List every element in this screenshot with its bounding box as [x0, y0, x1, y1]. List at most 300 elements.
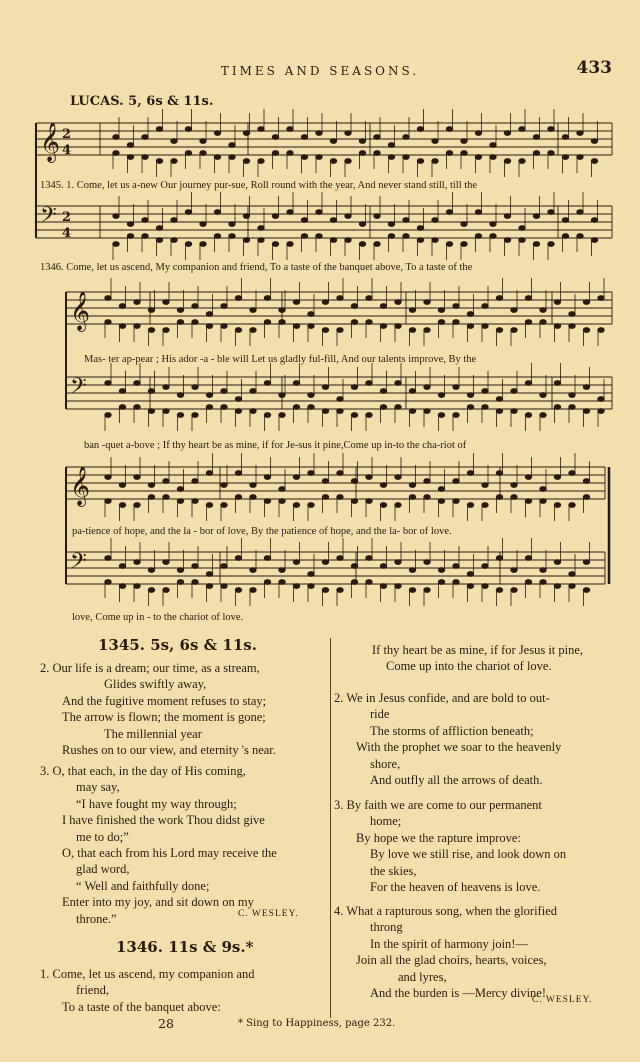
note-head: [511, 308, 517, 313]
note-head: [577, 234, 583, 239]
note-head: [119, 483, 125, 488]
note-head: [279, 308, 285, 313]
note-head: [577, 155, 583, 160]
note-head: [192, 320, 198, 325]
note-head: [163, 588, 169, 593]
note-head: [424, 495, 430, 500]
note-head: [467, 405, 473, 410]
note-head: [366, 413, 372, 418]
note-head: [221, 564, 227, 569]
note-head: [583, 409, 589, 414]
note-head: [330, 218, 336, 223]
note-head: [409, 568, 415, 573]
note-head: [250, 389, 256, 394]
note-head: [214, 234, 220, 239]
note-head: [192, 479, 198, 484]
note-head: [388, 234, 394, 239]
treble-clef-icon: 𝄞: [70, 466, 91, 506]
tune-name: LUCAS. 5, 6s & 11s.: [70, 94, 214, 109]
note-head: [351, 499, 357, 504]
note-head: [134, 381, 140, 386]
note-head: [272, 135, 278, 140]
note-head: [316, 210, 322, 215]
note-head: [569, 312, 575, 317]
note-head: [308, 584, 314, 589]
note-head: [337, 296, 343, 301]
note-head: [453, 499, 459, 504]
note-head: [380, 503, 386, 508]
note-head: [177, 580, 183, 585]
note-head: [264, 320, 270, 325]
hymn-1345-heading: 1345. 5s, 6s & 11s.: [98, 636, 257, 654]
note-head: [250, 568, 256, 573]
note-head: [250, 588, 256, 593]
note-head: [395, 381, 401, 386]
note-head: [519, 159, 525, 164]
note-head: [380, 304, 386, 309]
note-head: [351, 413, 357, 418]
note-head: [569, 572, 575, 577]
note-head: [395, 584, 401, 589]
note-head: [345, 131, 351, 136]
note-head: [467, 584, 473, 589]
note-head: [409, 409, 415, 414]
note-head: [533, 151, 539, 156]
note-head: [562, 155, 568, 160]
note-head: [105, 499, 111, 504]
note-head: [113, 242, 119, 247]
note-head: [243, 214, 249, 219]
note-head: [272, 151, 278, 156]
treble-clef-icon: 𝄞: [40, 122, 61, 162]
note-head: [200, 151, 206, 156]
note-head: [395, 405, 401, 410]
note-head: [380, 405, 386, 410]
note-head: [293, 324, 299, 329]
note-head: [258, 226, 264, 231]
note-head: [504, 238, 510, 243]
note-head: [482, 503, 488, 508]
note-head: [446, 127, 452, 132]
note-head: [409, 328, 415, 333]
hymn-1345-author: C. WESLEY.: [238, 909, 299, 919]
note-head: [308, 312, 314, 317]
lyric-line-s3-upper: pa-tience of hope, and the la - bor of love, By the patience of hope, and the la- bor of love.: [72, 526, 452, 537]
note-head: [562, 135, 568, 140]
note-head: [156, 226, 162, 231]
note-head: [105, 320, 111, 325]
note-head: [163, 385, 169, 390]
note-head: [330, 139, 336, 144]
note-head: [221, 304, 227, 309]
hymn-1346-author: C. WESLEY.: [532, 995, 593, 1005]
time-signature-bottom: 4: [62, 143, 72, 158]
note-head: [504, 159, 510, 164]
note-head: [221, 405, 227, 410]
hymn-1346-heading: 1346. 11s & 9s.*: [116, 938, 254, 956]
note-head: [105, 413, 111, 418]
time-signature-top: 2: [62, 210, 72, 225]
note-head: [490, 155, 496, 160]
note-head: [569, 471, 575, 476]
note-head: [127, 155, 133, 160]
note-head: [388, 143, 394, 148]
note-head: [409, 389, 415, 394]
note-head: [432, 139, 438, 144]
hymn-1346-stanza-3: 3. By faith we are come to our permanent home; By hope we the rapture improve: By love we still rise, and look down on the skies, For the heaven of heavens is love.: [334, 798, 567, 895]
note-head: [591, 159, 597, 164]
note-head: [374, 214, 380, 219]
lyric-line-s2-lower: ban -quet a-bove ; If thy heart be as mine, if for Je-sus it pine,Come up in-to the cha-riot of: [84, 440, 467, 451]
note-head: [591, 238, 597, 243]
note-head: [554, 381, 560, 386]
note-head: [142, 155, 148, 160]
note-head: [119, 564, 125, 569]
note-head: [250, 409, 256, 414]
note-head: [569, 503, 575, 508]
note-head: [548, 151, 554, 156]
note-head: [322, 495, 328, 500]
note-head: [359, 139, 365, 144]
note-head: [562, 218, 568, 223]
note-head: [525, 580, 531, 585]
note-head: [337, 409, 343, 414]
note-head: [200, 139, 206, 144]
note-head: [366, 475, 372, 480]
note-head: [293, 405, 299, 410]
note-head: [235, 588, 241, 593]
note-head: [134, 300, 140, 305]
note-head: [105, 580, 111, 585]
note-head: [403, 234, 409, 239]
note-head: [351, 479, 357, 484]
note-head: [301, 135, 307, 140]
note-head: [206, 584, 212, 589]
note-head: [424, 588, 430, 593]
note-head: [438, 499, 444, 504]
note-head: [417, 159, 423, 164]
note-head: [229, 143, 235, 148]
note-head: [192, 304, 198, 309]
note-head: [554, 300, 560, 305]
note-head: [264, 413, 270, 418]
note-head: [127, 143, 133, 148]
note-head: [395, 300, 401, 305]
note-head: [598, 328, 604, 333]
note-head: [185, 151, 191, 156]
note-head: [105, 381, 111, 386]
note-head: [163, 479, 169, 484]
note-head: [206, 503, 212, 508]
note-head: [163, 300, 169, 305]
note-head: [243, 159, 249, 164]
note-head: [453, 320, 459, 325]
note-head: [482, 389, 488, 394]
note-head: [432, 238, 438, 243]
note-head: [235, 397, 241, 402]
note-head: [308, 405, 314, 410]
note-head: [380, 324, 386, 329]
note-head: [467, 471, 473, 476]
note-head: [293, 300, 299, 305]
note-head: [395, 324, 401, 329]
note-head: [287, 210, 293, 215]
note-head: [461, 139, 467, 144]
note-head: [533, 135, 539, 140]
note-head: [453, 580, 459, 585]
note-head: [432, 218, 438, 223]
time-signature-bottom: 4: [62, 226, 72, 241]
note-head: [258, 127, 264, 132]
note-head: [322, 409, 328, 414]
note-head: [374, 242, 380, 247]
note-head: [475, 131, 481, 136]
note-head: [525, 475, 531, 480]
note-head: [192, 564, 198, 569]
note-head: [235, 471, 241, 476]
note-head: [264, 475, 270, 480]
note-head: [337, 471, 343, 476]
note-head: [482, 483, 488, 488]
note-head: [272, 214, 278, 219]
note-head: [134, 503, 140, 508]
note-head: [511, 483, 517, 488]
note-head: [177, 393, 183, 398]
note-head: [475, 210, 481, 215]
note-head: [279, 499, 285, 504]
note-head: [113, 214, 119, 219]
note-head: [134, 475, 140, 480]
note-head: [119, 389, 125, 394]
note-head: [134, 324, 140, 329]
note-head: [409, 495, 415, 500]
note-head: [482, 405, 488, 410]
note-head: [316, 131, 322, 136]
note-head: [279, 393, 285, 398]
note-head: [264, 381, 270, 386]
note-head: [540, 580, 546, 585]
running-head: TIMES AND SEASONS.: [220, 64, 420, 78]
note-head: [548, 127, 554, 132]
note-head: [496, 397, 502, 402]
note-head: [127, 234, 133, 239]
note-head: [264, 499, 270, 504]
note-head: [366, 580, 372, 585]
note-head: [229, 155, 235, 160]
note-head: [525, 499, 531, 504]
note-head: [453, 385, 459, 390]
note-head: [583, 495, 589, 500]
note-head: [511, 495, 517, 500]
note-head: [583, 560, 589, 565]
note-head: [467, 572, 473, 577]
note-head: [511, 409, 517, 414]
note-head: [380, 389, 386, 394]
note-head: [403, 155, 409, 160]
note-head: [438, 487, 444, 492]
note-head: [351, 385, 357, 390]
note-head: [279, 568, 285, 573]
note-head: [511, 588, 517, 593]
note-head: [322, 300, 328, 305]
note-head: [540, 413, 546, 418]
note-head: [287, 151, 293, 156]
note-head: [519, 127, 525, 132]
note-head: [554, 503, 560, 508]
note-head: [287, 242, 293, 247]
note-head: [308, 503, 314, 508]
note-head: [366, 381, 372, 386]
note-head: [438, 413, 444, 418]
note-head: [417, 226, 423, 231]
note-head: [105, 556, 111, 561]
hymn-1345-stanza-2: 2. Our life is a dream; our time, as a stream, Glides swiftly away, And the fugitive moment refuses to stay; The arrow is flown; the moment is gone; The millennial year Rushes on to our view, and eternity 's near.: [40, 661, 276, 758]
note-head: [438, 308, 444, 313]
note-head: [461, 222, 467, 227]
lyric-line-s1-upper: 1345. 1. Come, let us a-new Our journey pur-sue, Roll round with the year, And never stand still, till the: [40, 180, 478, 191]
note-head: [235, 328, 241, 333]
note-head: [496, 296, 502, 301]
note-head: [351, 580, 357, 585]
note-head: [279, 580, 285, 585]
note-head: [229, 234, 235, 239]
note-head: [330, 159, 336, 164]
note-head: [409, 588, 415, 593]
note-head: [337, 495, 343, 500]
note-head: [345, 238, 351, 243]
note-head: [482, 584, 488, 589]
note-head: [156, 127, 162, 132]
note-head: [206, 312, 212, 317]
note-head: [388, 222, 394, 227]
note-head: [467, 324, 473, 329]
note-head: [432, 159, 438, 164]
note-head: [185, 127, 191, 132]
note-head: [264, 556, 270, 561]
note-head: [322, 479, 328, 484]
note-head: [525, 381, 531, 386]
note-head: [214, 210, 220, 215]
note-head: [345, 159, 351, 164]
footnote: * Sing to Happiness, page 232.: [238, 1018, 396, 1029]
note-head: [519, 238, 525, 243]
note-head: [264, 296, 270, 301]
note-head: [192, 580, 198, 585]
note-head: [308, 324, 314, 329]
footer-page-number: 28: [158, 1016, 174, 1031]
hymn-1346-stanza-1: 1. Come, let us ascend, my companion and friend, To a taste of the banquet above:: [40, 967, 255, 1014]
note-head: [554, 475, 560, 480]
note-head: [206, 572, 212, 577]
note-head: [359, 222, 365, 227]
note-head: [113, 151, 119, 156]
note-head: [359, 151, 365, 156]
note-head: [221, 389, 227, 394]
note-head: [308, 572, 314, 577]
note-head: [148, 409, 154, 414]
note-head: [583, 479, 589, 484]
note-head: [453, 564, 459, 569]
note-head: [540, 320, 546, 325]
note-head: [235, 495, 241, 500]
note-head: [583, 588, 589, 593]
note-head: [258, 238, 264, 243]
note-head: [258, 159, 264, 164]
bass-clef-icon: 𝄢: [70, 374, 87, 404]
note-head: [330, 238, 336, 243]
note-head: [119, 405, 125, 410]
note-head: [583, 328, 589, 333]
note-head: [221, 483, 227, 488]
note-head: [374, 151, 380, 156]
note-head: [351, 564, 357, 569]
note-head: [577, 131, 583, 136]
note-head: [171, 139, 177, 144]
note-head: [192, 385, 198, 390]
note-head: [177, 487, 183, 492]
note-head: [438, 568, 444, 573]
note-head: [293, 584, 299, 589]
note-head: [525, 320, 531, 325]
note-head: [337, 588, 343, 593]
note-head: [540, 568, 546, 573]
note-head: [525, 413, 531, 418]
note-head: [475, 155, 481, 160]
note-head: [134, 560, 140, 565]
note-head: [525, 556, 531, 561]
note-head: [540, 487, 546, 492]
note-head: [171, 159, 177, 164]
note-head: [134, 584, 140, 589]
note-head: [185, 242, 191, 247]
note-head: [453, 479, 459, 484]
note-head: [293, 560, 299, 565]
note-head: [374, 135, 380, 140]
note-head: [171, 238, 177, 243]
note-head: [490, 143, 496, 148]
note-head: [192, 499, 198, 504]
note-head: [496, 556, 502, 561]
note-head: [134, 405, 140, 410]
note-head: [337, 556, 343, 561]
note-head: [177, 568, 183, 573]
note-head: [511, 568, 517, 573]
note-head: [438, 320, 444, 325]
note-head: [380, 483, 386, 488]
note-head: [424, 385, 430, 390]
note-head: [293, 503, 299, 508]
note-head: [395, 560, 401, 565]
note-head: [142, 218, 148, 223]
note-head: [163, 409, 169, 414]
note-head: [598, 397, 604, 402]
note-head: [322, 588, 328, 593]
note-head: [424, 300, 430, 305]
note-head: [482, 324, 488, 329]
note-head: [496, 328, 502, 333]
note-head: [380, 564, 386, 569]
note-head: [322, 328, 328, 333]
note-head: [409, 483, 415, 488]
note-head: [446, 151, 452, 156]
note-head: [287, 127, 293, 132]
hymn-1346-stanza-2: 2. We in Jesus confide, and are bold to out- ride The storms of affliction beneath; With the prophet we soar to the heavenly shore, And outfly all the arrows of death.: [334, 691, 562, 788]
note-head: [308, 393, 314, 398]
note-head: [163, 560, 169, 565]
note-head: [177, 320, 183, 325]
note-head: [148, 495, 154, 500]
note-head: [569, 584, 575, 589]
